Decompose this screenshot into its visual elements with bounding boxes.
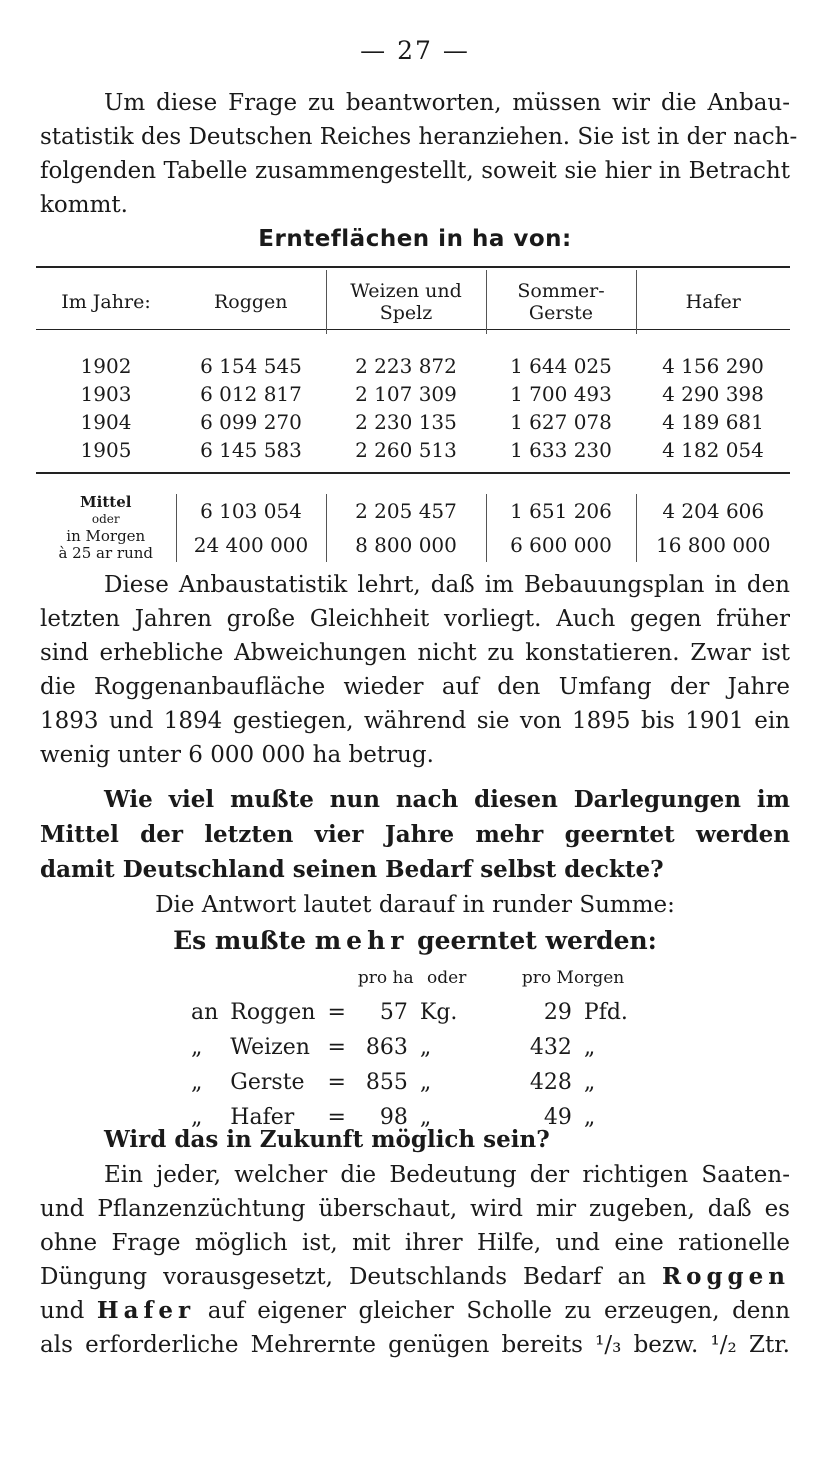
acreage-table	[36, 270, 790, 562]
text-line: Ein jeder, welcher die Bedeutung der richtigen Saaten-	[104, 1162, 790, 1188]
header-year: Im Jahre:	[61, 291, 151, 313]
emphasis-hafer: Hafer	[96, 1297, 196, 1324]
mean-value: 1 651 206	[486, 494, 636, 528]
intro-paragraph	[40, 86, 798, 222]
question-line: Mittel der letzten vier Jahre mehr geerntet werden	[40, 821, 790, 848]
header-weizen: Weizen und Spelz	[326, 270, 486, 334]
text-line: Um diese Frage zu beantworten, müssen wir die Anbau-	[104, 90, 790, 116]
cell-value: 4 290 398	[662, 382, 764, 406]
results-table	[185, 960, 634, 1135]
cell-value: 6 099 270	[200, 410, 302, 434]
analysis-paragraph	[40, 568, 790, 772]
morgen-value: 6 600 000	[486, 528, 636, 562]
text-line: wenig unter 6 000 000 ha betrug.	[40, 742, 434, 768]
text-line: Düngung vorausgesetzt, Deutschlands Bedarf an Roggen	[40, 1263, 790, 1290]
text-line: ohne Frage möglich ist, mit ihrer Hilfe, und eine rationelle	[40, 1230, 790, 1256]
cell-value: 4 182 054	[662, 438, 764, 462]
question-heading-1	[40, 782, 790, 887]
text-line: statistik des Deutschen Reiches heranziehen. Sie ist in der nach-	[40, 124, 798, 150]
page-number: — 27 —	[360, 36, 470, 65]
text-line: sind erhebliche Abweichungen nicht zu konstatieren. Zwar ist	[40, 640, 790, 666]
emphasis-roggen: Roggen	[662, 1263, 790, 1290]
table-row	[36, 352, 790, 380]
table-top-rule	[36, 266, 790, 268]
text-line: die Roggenanbaufläche wieder auf den Umfang der Jahre	[40, 674, 790, 700]
cell-value: 2 260 513	[355, 438, 457, 462]
results-row: „ Gerste = 855 „ 428 „	[191, 1070, 596, 1095]
cell-value: 1 633 230	[510, 438, 612, 462]
morgen-value: 8 800 000	[326, 528, 486, 562]
mean-value: 4 204 606	[636, 494, 790, 528]
cell-year: 1903	[80, 382, 132, 406]
mean-value: 6 103 054	[176, 494, 326, 528]
table-row	[36, 380, 790, 408]
cell-value: 1 627 078	[510, 410, 612, 434]
header-hafer: Hafer	[636, 270, 790, 334]
cell-value: 6 012 817	[200, 382, 302, 406]
table-row	[36, 408, 790, 436]
results-row: „ Weizen = 863 „ 432 „	[191, 1035, 596, 1060]
cell-value: 2 107 309	[355, 382, 457, 406]
results-row: „ Hafer = 98 „ 49 „	[191, 1105, 596, 1130]
text-line: als erforderliche Mehrernte genügen bereits ¹/₃ bezw. ¹/₂ Ztr.	[40, 1332, 790, 1358]
answer-heading: Es mußte mehr geerntet werden:	[173, 926, 657, 955]
morgen-value: 24 400 000	[176, 528, 326, 562]
cell-value: 4 156 290	[662, 354, 764, 378]
text-line: letzten Jahren große Gleichheit vorliegt. Auch gegen früher	[40, 606, 790, 632]
text-line: folgenden Tabelle zusammengestellt, soweit sie hier in Betracht	[40, 158, 790, 184]
cell-year: 1905	[80, 438, 132, 462]
header-gerste: Sommer-Gerste	[486, 270, 636, 334]
cell-value: 2 230 135	[355, 410, 457, 434]
closing-paragraph	[40, 1158, 790, 1362]
cell-value: 2 223 872	[355, 354, 457, 378]
results-row: an Roggen = 57 Kg. 29 Pfd.	[191, 1000, 628, 1025]
morgen-value: 16 800 000	[636, 528, 790, 562]
results-header-row	[185, 960, 634, 995]
mean-row	[36, 494, 790, 528]
text-line: kommt.	[40, 192, 128, 218]
morgen-row	[36, 528, 790, 562]
text-line: Diese Anbaustatistik lehrt, daß im Bebauungsplan in den	[104, 572, 790, 598]
cell-value: 4 189 681	[662, 410, 764, 434]
text-line: und Hafer auf eigener gleicher Scholle zu erzeugen, denn	[40, 1297, 791, 1324]
morgen-label: in Morgen à 25 ar rund	[58, 527, 154, 562]
table-caption: Ernteflächen in ha von:	[258, 226, 572, 252]
col-pro-morgen: pro Morgen	[521, 967, 625, 988]
question-heading-2: Wird das in Zukunft möglich sein?	[104, 1126, 550, 1153]
mean-label: Mittel oder	[80, 493, 132, 526]
col-pro-ha: pro ha oder	[357, 967, 467, 988]
answer-intro: Die Antwort lautet darauf in runder Summe:	[155, 892, 675, 918]
table-header-row	[36, 270, 790, 334]
text-line: 1893 und 1894 gestiegen, während sie von 1895 bis 1901 ein	[40, 708, 790, 734]
cell-value: 1 644 025	[510, 354, 612, 378]
table-row	[36, 436, 790, 464]
question-line: damit Deutschland seinen Bedarf selbst deckte?	[40, 856, 664, 883]
cell-year: 1904	[80, 410, 132, 434]
header-roggen: Roggen	[213, 291, 288, 313]
cell-value: 6 145 583	[200, 438, 302, 462]
cell-value: 1 700 493	[510, 382, 612, 406]
text-line: und Pflanzenzüchtung überschaut, wird mir zugeben, daß es	[40, 1196, 790, 1222]
cell-year: 1902	[80, 354, 132, 378]
mean-value: 2 205 457	[326, 494, 486, 528]
cell-value: 6 154 545	[200, 354, 302, 378]
question-line: Wie viel mußte nun nach diesen Darlegungen im	[104, 786, 790, 813]
